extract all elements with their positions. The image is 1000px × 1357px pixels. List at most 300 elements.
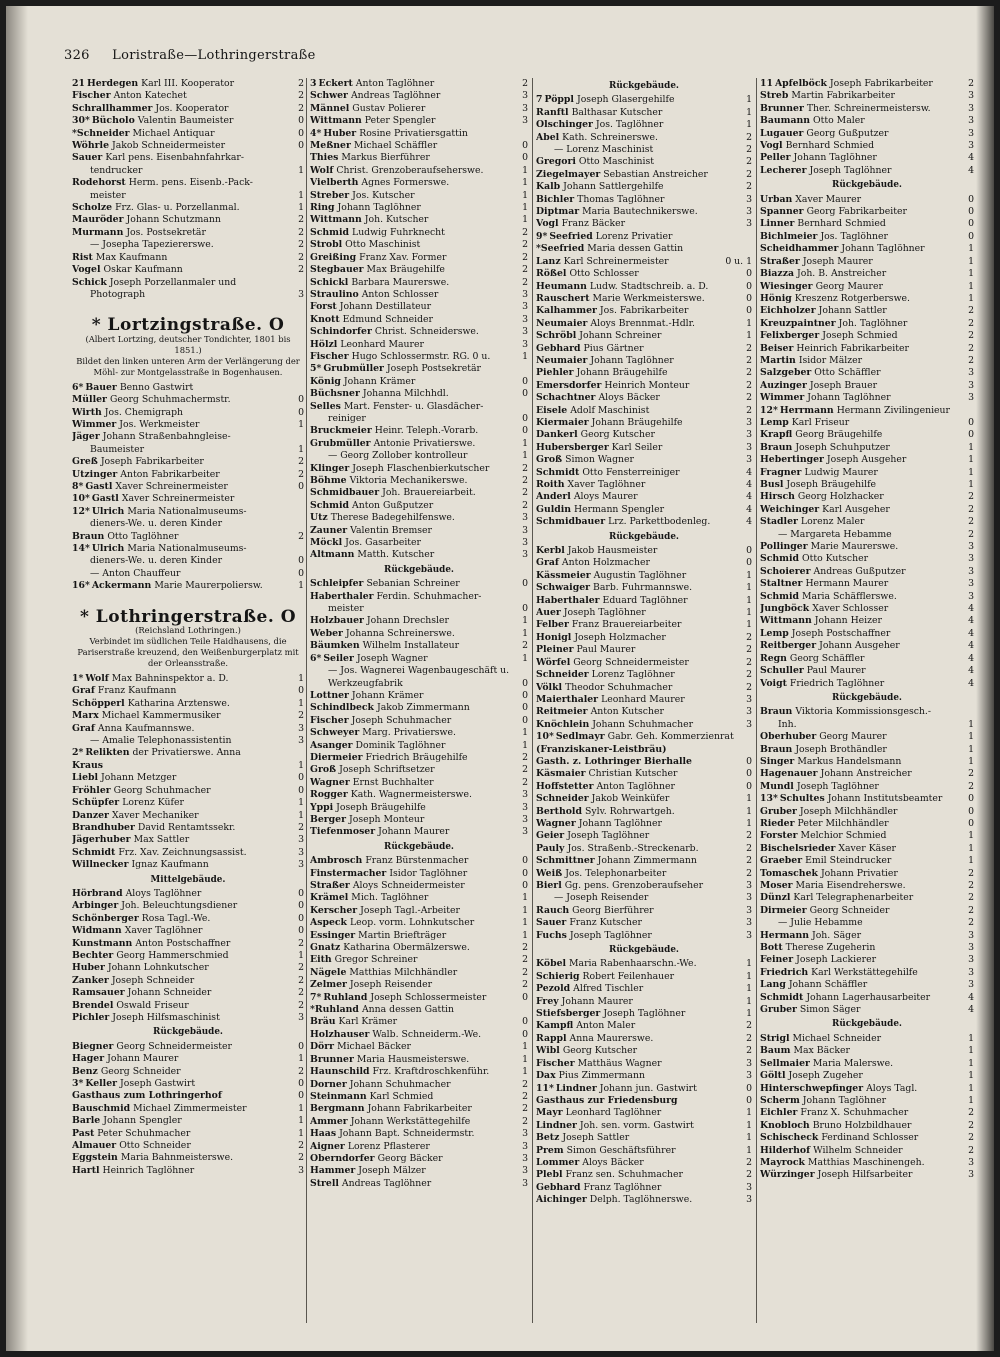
entry-row (310, 690, 528, 702)
entry-row (72, 938, 304, 950)
floor-number: 1 (298, 164, 304, 176)
resident-detail: Pius Zimmermann (558, 1070, 645, 1082)
floor-number: 0 (298, 900, 304, 912)
resident-detail: Joseph Postsekretär (386, 363, 481, 375)
floor-number: 1 (522, 917, 528, 929)
entry-row (72, 1090, 304, 1102)
entry-row (72, 1152, 304, 1164)
resident-name: Kalb (536, 181, 561, 193)
resident-name: Bichler (536, 193, 575, 205)
floor-number: 2 (298, 710, 304, 722)
resident-detail: Bernhard Schmied (785, 140, 875, 152)
resident-name: Bruckmeier (310, 425, 372, 437)
entry-row (72, 518, 304, 530)
floor-number: 2 (298, 937, 304, 949)
entry-row (310, 653, 528, 665)
resident-name: Schierig (536, 970, 580, 982)
entry-row (72, 834, 304, 846)
entry-row (536, 719, 752, 731)
entry-row (310, 979, 528, 991)
resident-detail: Ludwig Maurer (804, 466, 878, 478)
resident-name: Weber (310, 627, 343, 639)
entry-row (536, 880, 752, 892)
floor-number: 3 (522, 537, 528, 549)
resident-name: Berger (310, 813, 346, 825)
floor-number: 1 (968, 243, 974, 255)
entry-row (310, 1165, 528, 1177)
entry-row (760, 591, 974, 603)
resident-detail: Johann Schutzmann (126, 214, 221, 226)
resident-detail: Peter Spengler (364, 115, 436, 127)
resident-detail: Andreas Taglöhner (350, 90, 441, 102)
resident-name: Finstermacher (310, 867, 387, 879)
resident-detail: Franz sen. Schuhmacher (565, 1169, 683, 1181)
floor-number: 2 (298, 987, 304, 999)
entry-row (72, 469, 304, 481)
resident-detail: Friedrich Bräugehilfe (365, 751, 468, 763)
column-rule (306, 78, 307, 1323)
resident-name: Ambrosch (310, 855, 363, 867)
floor-number: 3 (522, 1165, 528, 1177)
house-number: 6* (310, 652, 322, 664)
resident-name: Beiser (760, 342, 794, 354)
entry-row (760, 541, 974, 553)
entry-row (536, 429, 752, 441)
resident-name: Selles (310, 400, 341, 412)
resident-name: Apfelböck (774, 78, 827, 89)
entry-row (536, 744, 752, 756)
floor-number: 2 (522, 640, 528, 652)
resident-detail: Johann Taglöhner (793, 152, 877, 164)
floor-number: 3 (298, 1164, 304, 1176)
entry-row (536, 405, 752, 417)
resident-name: Geier (536, 830, 565, 842)
entry-row (536, 132, 752, 144)
resident-detail: Anton Kutscher (590, 706, 664, 718)
floor-number: 0 (746, 1094, 752, 1106)
resident-name: Frey (536, 995, 559, 1007)
subsection-heading: Rückgebäude. (832, 692, 902, 703)
resident-detail: Karl Schreinermeister (563, 255, 669, 267)
resident-name: Reitberger (760, 640, 817, 652)
resident-name: Pöppl (544, 94, 574, 106)
floor-number: 4 (746, 491, 752, 503)
resident-detail: Oswald Friseur (116, 999, 189, 1011)
floor-number: 2 (298, 1140, 304, 1152)
entry-row (72, 685, 304, 697)
floor-number: 4 (968, 652, 974, 664)
resident-detail: Johann Taglöhner (802, 1094, 887, 1106)
resident-name: Wiesinger (760, 280, 813, 292)
floor-number: 3 (522, 90, 528, 102)
resident-name: Weichinger (760, 503, 820, 515)
resident-detail: Karl Ausgeher (822, 503, 890, 515)
floor-number: 2 (746, 681, 752, 693)
entry-row (72, 382, 304, 394)
entry-row (310, 603, 528, 615)
entry-row (760, 979, 974, 991)
resident-name: Stiefsberger (536, 1008, 601, 1020)
entry-row (760, 1058, 974, 1070)
entry-row (536, 868, 752, 880)
resident-name: Felixberger (760, 330, 820, 342)
floor-number: 2 (746, 1020, 752, 1032)
resident-detail: Joseph Taglöhner (796, 780, 879, 792)
house-number: 3 (310, 78, 317, 89)
house-number: 12* (760, 404, 778, 416)
resident-name: Wimmer (760, 392, 805, 404)
floor-number: 0 (522, 714, 528, 726)
resident-detail: Johann Maurer (378, 826, 450, 838)
entry-row (310, 764, 528, 776)
entry-row (760, 128, 974, 140)
floor-number: 0 (968, 429, 974, 441)
resident-name: Schwaiger (536, 582, 591, 594)
resident-name: Pollinger (760, 541, 808, 553)
floor-number: 3 (968, 929, 974, 941)
resident-detail: Georg Bräugehilfe (795, 429, 883, 441)
resident-detail: Johann Metzger (101, 772, 177, 784)
resident-detail: Wilhelm Schneider (813, 1144, 903, 1156)
entry-row (310, 715, 528, 727)
resident-name: Rappl (536, 1032, 567, 1044)
street-title: * Lothringerstraße. O (79, 606, 297, 627)
resident-detail: Maria Rabenhaarschn.-We. (569, 958, 697, 970)
resident-detail: Robert Feilenhauer (582, 970, 675, 982)
floor-number: 1 (522, 450, 528, 462)
resident-detail: Georg Maurer (815, 280, 883, 292)
floor-number: 1 (746, 1132, 752, 1144)
resident-detail: Otto Maschinist (578, 156, 655, 168)
resident-name: Lanz (536, 255, 561, 267)
entry-row (536, 454, 752, 466)
entry-row (310, 1041, 528, 1053)
entry-row (310, 777, 528, 789)
resident-name: Brendel (72, 999, 114, 1011)
resident-detail: Gg. pens. Grenzoberaufseher (564, 880, 704, 891)
house-number: 3* (72, 1078, 84, 1090)
resident-detail: Ludwig Fuhrknecht (352, 226, 445, 238)
floor-number: 3 (746, 904, 752, 916)
floor-number: 1 (968, 280, 974, 292)
floor-number: 3 (522, 326, 528, 338)
floor-number: 3 (746, 1194, 752, 1206)
floor-number: 0 u. 1 (725, 255, 752, 267)
resident-detail: Maria Nationalmuseums- (127, 505, 247, 517)
resident-detail: Aloys Taglöhner (125, 887, 202, 899)
entry-row (536, 996, 752, 1008)
resident-detail: Maria dessen Gattin (587, 243, 684, 255)
subsection-heading: Rückgebäude. (609, 945, 679, 956)
resident-name: Gebhard (536, 1181, 581, 1193)
entry-row (310, 1054, 528, 1066)
resident-name: Pichler (72, 1012, 110, 1023)
floor-number: 2 (746, 168, 752, 180)
resident-detail: Jos. Kutscher (352, 189, 415, 201)
resident-detail: Matthäus Wagner (577, 1057, 662, 1069)
entry-row (310, 214, 528, 226)
resident-detail: Christ. Schneiderswe. (374, 326, 479, 338)
entry-row (310, 78, 528, 90)
resident-detail: Otto Maschinist (345, 239, 421, 251)
entry-row (536, 94, 752, 106)
resident-detail: Johann Sattler (818, 305, 887, 317)
entry-row (536, 843, 752, 855)
entry-row (536, 1070, 752, 1082)
entry-row (760, 1070, 974, 1082)
floor-number: 2 (746, 631, 752, 643)
resident-detail: Max Bräugehilfe (366, 264, 445, 276)
entry-continuation: — Joseph Reisender (554, 892, 649, 904)
floor-number: 1 (968, 1032, 974, 1044)
resident-detail: Franz Bürstenmacher (365, 855, 469, 867)
resident-detail: Maria Bautechnikerswe. (582, 206, 698, 218)
floor-number: 1 (968, 855, 974, 867)
resident-detail: Anna Kaufmannswe. (97, 722, 195, 734)
resident-detail: Xaver Käser (838, 842, 896, 854)
resident-detail: Karl Schmied (369, 1090, 434, 1102)
resident-name: Bott (760, 942, 783, 954)
floor-number: 2 (968, 516, 974, 528)
resident-detail: Joseph Postschaffner (791, 627, 891, 639)
resident-detail: Karl pens. Eisenbahnfahrkar- (105, 152, 244, 164)
resident-detail: Anton Katechet (113, 90, 187, 102)
resident-detail: Johann Ausgeher (819, 640, 900, 652)
entry-row (536, 516, 752, 528)
resident-name: Kalhammer (536, 305, 597, 317)
resident-name: Lottner (310, 689, 349, 701)
floor-number: 0 (298, 555, 304, 567)
entry-row (536, 107, 752, 119)
resident-detail: Frz. Glas- u. Porzellanmal. (115, 202, 240, 214)
resident-detail: Franz Taglöhner (583, 1181, 662, 1193)
floor-number: 1 (746, 995, 752, 1007)
resident-detail: Johann Bapt. Schneidermstr. (339, 1128, 475, 1140)
resident-detail: Joh. Kutscher (364, 214, 429, 226)
house-number: 21 (72, 78, 85, 89)
entry-row (72, 673, 304, 685)
resident-name: Liebl (72, 772, 99, 784)
floor-number: 0 (522, 689, 528, 701)
floor-number: 0 (746, 557, 752, 569)
floor-number: 4 (968, 991, 974, 1003)
floor-number: 1 (746, 1144, 752, 1156)
floor-number: 2 (298, 226, 304, 238)
resident-detail: Ther. Schreinermeistersw. (806, 102, 931, 114)
resident-detail: Anton Taglöhner (596, 780, 675, 792)
resident-name: Schleipfer (310, 578, 364, 590)
floor-number: 1 (746, 1107, 752, 1119)
entry-row (310, 1066, 528, 1078)
resident-name: Regn (760, 652, 787, 664)
entry-row (72, 394, 304, 406)
resident-name: Eggstein (72, 1152, 118, 1164)
resident-name: Wagner (536, 817, 576, 829)
resident-detail: Ferdinand Schlosser (821, 1132, 919, 1144)
resident-detail: Georg Schneidermeister (116, 1040, 232, 1052)
entry-row (310, 115, 528, 127)
resident-detail: Heinr. Teleph.-Vorarb. (374, 425, 479, 437)
entry-row (72, 975, 304, 987)
resident-name: Gruber (760, 1004, 797, 1016)
resident-name: Schmidbauer (310, 487, 380, 499)
resident-detail: Franz X. Schuhmacher (800, 1107, 909, 1119)
house-number: 8* (72, 480, 84, 492)
resident-detail: Peter Schuhmacher (97, 1127, 191, 1139)
resident-name: Schöpperl (72, 697, 125, 709)
entry-row (310, 615, 528, 627)
entry-row (310, 752, 528, 764)
floor-number: 1 (746, 983, 752, 995)
resident-name: Prem (536, 1144, 564, 1156)
entry-row (72, 481, 304, 493)
resident-detail: Aloys Bäcker (582, 1156, 644, 1168)
floor-number: 2 (746, 144, 752, 156)
resident-detail: Jos. Fabrikarbeiter (599, 305, 689, 317)
resident-name: Rauschert (536, 292, 590, 304)
entry-row (536, 892, 752, 904)
resident-detail: Aloys Bäcker (598, 392, 660, 404)
resident-detail: Xaver Taglöhner (567, 479, 646, 490)
house-number: 7 (536, 94, 543, 106)
resident-name: Lindner (555, 1082, 597, 1094)
resident-name: Vogel (72, 264, 101, 276)
floor-number: 2 (298, 90, 304, 102)
resident-name: Feiner (760, 954, 794, 966)
floor-number: 1 (298, 809, 304, 821)
entry-row (760, 1120, 974, 1132)
entry-row (536, 570, 752, 582)
entry-row (72, 900, 304, 912)
entry-row (760, 719, 974, 731)
floor-number: 2 (968, 491, 974, 503)
entry-row (536, 607, 752, 619)
resident-detail: Otto Taglöhner (107, 530, 179, 542)
entry-row (310, 1178, 528, 1190)
resident-name: Aspeck (310, 917, 347, 929)
floor-number: 1 (968, 441, 974, 453)
resident-detail: Georg Schneider (809, 904, 890, 916)
floor-number: 1 (968, 718, 974, 730)
floor-number: 3 (746, 880, 752, 891)
subsection-heading: Rückgebäude. (832, 180, 902, 191)
entry-row (310, 868, 528, 880)
resident-detail: Therese Zugeherin (785, 942, 876, 954)
resident-name: Widmann (72, 925, 122, 937)
resident-detail: Georg Schuhmachermstr. (109, 394, 231, 406)
resident-name: Heumann (536, 280, 587, 292)
resident-name: Wittmann (310, 115, 362, 127)
entry-row (536, 545, 752, 557)
floor-number: 0 (746, 768, 752, 780)
entry-continuation: Inh. (778, 718, 797, 730)
resident-name: Hagenauer (760, 768, 818, 780)
floor-number: 1 (298, 759, 304, 771)
entry-row (536, 557, 752, 569)
floor-number: 0 (746, 305, 752, 317)
floor-number: 0 (298, 912, 304, 924)
entry-continuation: — Georg Zollober kontrolleur (328, 450, 468, 462)
resident-name: Ramsauer (72, 987, 125, 999)
entry-row (72, 747, 304, 759)
entry-row (760, 491, 974, 503)
resident-detail: Gabr. Geh. Kommerzienrat (607, 731, 734, 743)
resident-detail: Xaver Schreinermeister (121, 493, 235, 505)
floor-number: 1 (298, 1053, 304, 1065)
resident-detail: Johann Anstreicher (820, 768, 912, 780)
entry-row (310, 789, 528, 801)
resident-detail: Joseph Ausgeher (826, 454, 907, 466)
resident-name: Klinger (310, 462, 350, 474)
entry-row (536, 1033, 752, 1045)
entry-row (536, 1045, 752, 1057)
resident-name: Graeber (760, 855, 803, 867)
floor-number: 2 (746, 855, 752, 867)
resident-name: Kerscher (310, 904, 358, 916)
resident-name: Mauröder (72, 214, 124, 226)
resident-name: Lecherer (760, 164, 807, 176)
floor-number: 0 (522, 603, 528, 615)
resident-name: Gebhard (536, 342, 581, 354)
resident-detail: Maria Schäfflerswe. (802, 590, 897, 602)
floor-number: 4 (968, 640, 974, 652)
resident-detail: Heinrich Fabrikarbeiter (796, 342, 909, 354)
entry-row (760, 206, 974, 218)
resident-name: Ziegelmayer (536, 168, 601, 180)
resident-name: Zelmer (310, 979, 347, 991)
floor-number: 1 (522, 929, 528, 941)
entry-row (72, 810, 304, 822)
resident-name: Schischeck (760, 1132, 819, 1144)
floor-number: 2 (968, 1132, 974, 1144)
resident-name: Auer (536, 607, 561, 619)
floor-number: 2 (522, 1103, 528, 1115)
entry-row (536, 380, 752, 392)
resident-name: Fröhler (72, 784, 111, 796)
entry-row (536, 479, 752, 491)
entry-row (536, 206, 752, 218)
entry-row (760, 281, 974, 293)
floor-number: 2 (298, 530, 304, 542)
entry-row (310, 326, 528, 338)
entry-row (310, 1128, 528, 1140)
entry-row (72, 252, 304, 264)
entry-row (536, 343, 752, 355)
resident-name: Staltner (760, 578, 803, 590)
floor-number: 2 (298, 1152, 304, 1164)
resident-detail: Frz. Xav. Zeichnungsassist. (118, 846, 247, 858)
resident-name: Felber (536, 619, 569, 631)
entry-row (536, 305, 752, 317)
entry-row (760, 355, 974, 367)
floor-number: 2 (968, 1107, 974, 1119)
entry-row (760, 553, 974, 565)
entry-row (310, 814, 528, 826)
floor-number: 2 (968, 342, 974, 354)
resident-name: Anderl (536, 491, 571, 503)
resident-name: Knott (310, 313, 340, 325)
floor-number: 0 (968, 817, 974, 829)
resident-name: Ulrich (91, 505, 125, 517)
floor-number: 2 (522, 475, 528, 486)
floor-number: 3 (522, 1177, 528, 1189)
floor-number: 1 (968, 755, 974, 767)
resident-name: Knöchlein (536, 718, 590, 730)
floor-number: 2 (522, 251, 528, 263)
resident-name: Tiefenmoser (310, 826, 376, 838)
resident-name: Schindlbeck (310, 702, 374, 714)
resident-detail: Theodor Schuhmacher (565, 681, 673, 693)
